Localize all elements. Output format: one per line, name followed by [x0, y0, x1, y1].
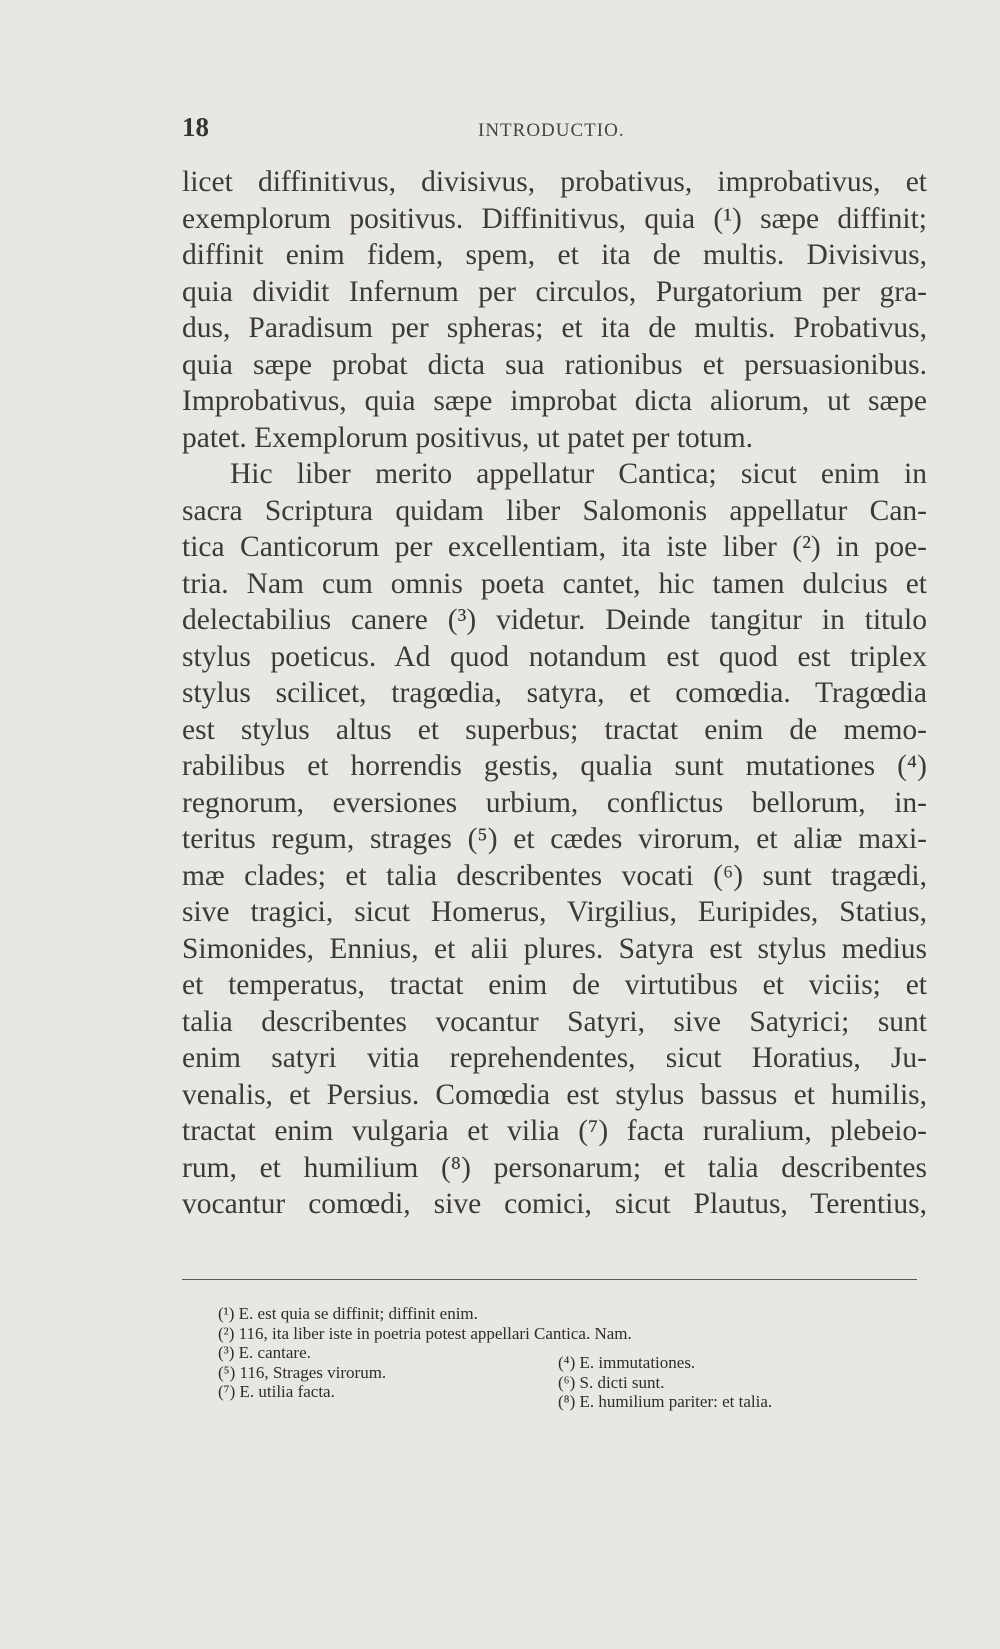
text-line: est stylus altus et superbus; tractat enim de memo-	[182, 713, 927, 746]
text-line: delectabilius canere (³) videtur. Deinde tangitur in titulo	[182, 604, 927, 636]
text-line: talia describentes vocantur Satyri, sive Satyrici; sunt	[182, 1005, 927, 1038]
running-title: INTRODUCTIO.	[478, 120, 625, 141]
text-line: quia dividit Infernum per circulos, Purgatorium per gra-	[182, 275, 927, 308]
text-line: sacra Scriptura quidam liber Salomonis appellatur Can-	[182, 494, 927, 527]
text-line: stylus scilicet, tragœdia, satyra, et comœdia. Tragœdia	[182, 677, 927, 709]
text-line: quia sæpe probat dicta sua rationibus et persuasionibus.	[182, 348, 927, 381]
text-line: Improbativus, quia sæpe improbat dicta aliorum, ut sæpe	[182, 385, 927, 417]
footnote-column-left	[218, 1343, 558, 1412]
footnote-columns	[218, 1343, 898, 1412]
page-number: 18	[182, 112, 209, 142]
text-line: dus, Paradisum per spheras; et ita de multis. Probativus,	[182, 312, 927, 344]
text-line: exemplorum positivus. Diffinitivus, quia (¹) sæpe diffinit;	[182, 202, 927, 235]
running-head	[182, 112, 942, 144]
text-line: tractat enim vulgaria et vilia (⁷) facta ruralium, plebeio-	[182, 1115, 927, 1147]
text-line: licet diffinitivus, divisivus, probativus, improbativus, et	[182, 166, 927, 198]
footnote: (³) E. cantare.	[218, 1343, 311, 1362]
footnote: (⁴) E. immutationes.	[558, 1353, 696, 1372]
text-line: regnorum, eversiones urbium, conflictus bellorum, in-	[182, 786, 927, 819]
footnote: (²) 116, ita liber iste in poetria potest appellari Cantica. Nam.	[218, 1323, 632, 1343]
text-line: sive tragici, sicut Homerus, Virgilius, Euripides, Statius,	[182, 896, 927, 928]
text-line: Hic liber merito appellatur Cantica; sicut enim in	[230, 458, 927, 490]
footnote: (⁵) 116, Strages virorum.	[218, 1362, 387, 1382]
text-line: diffinit enim fidem, spem, et ita de multis. Divisivus,	[182, 239, 927, 271]
footnote-divider	[182, 1279, 917, 1280]
text-line: mæ clades; et talia describentes vocati (⁶) sunt tragædi,	[182, 859, 927, 892]
text-line: rabilibus et horrendis gestis, qualia sunt mutationes (⁴)	[182, 750, 927, 782]
text-line: rum, et humilium (⁸) personarum; et talia describentes	[182, 1151, 927, 1184]
text-line: enim satyri vitia reprehendentes, sicut Horatius, Ju-	[182, 1042, 927, 1074]
text-line: stylus poeticus. Ad quod notandum est quod est triplex	[182, 640, 927, 673]
footnote-column-right	[558, 1343, 898, 1412]
text-line: vocantur comœdi, sive comici, sicut Plautus, Terentius,	[182, 1188, 927, 1220]
footnotes	[218, 1304, 898, 1412]
text-line: teritus regum, strages (⁵) et cædes virorum, et aliæ maxi-	[182, 823, 927, 855]
footnote: (⁷) E. utilia facta.	[218, 1382, 335, 1401]
text-line: tica Canticorum per excellentiam, ita iste liber (²) in poe-	[182, 531, 927, 563]
text-line: patet. Exemplorum positivus, ut patet per totum.	[182, 421, 754, 454]
text-line: tria. Nam cum omnis poeta cantet, hic tamen dulcius et	[182, 567, 927, 600]
text-line: venalis, et Persius. Comœdia est stylus bassus et humilis,	[182, 1078, 927, 1111]
footnote: (¹) E. est quia se diffinit; diffinit enim.	[218, 1304, 478, 1323]
footnote: (⁶) S. dicti sunt.	[558, 1372, 665, 1392]
text-line: Simonides, Ennius, et alii plures. Satyra est stylus medius	[182, 932, 927, 965]
footnote: (⁸) E. humilium pariter: et talia.	[558, 1392, 773, 1411]
text-line: et temperatus, tractat enim de virtutibus et viciis; et	[182, 969, 927, 1001]
body-text	[182, 164, 927, 1223]
